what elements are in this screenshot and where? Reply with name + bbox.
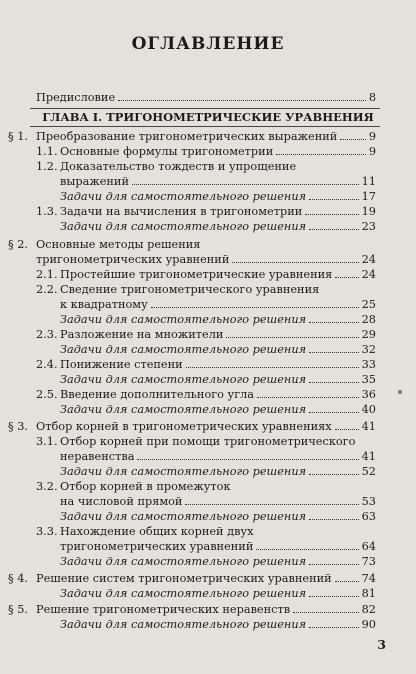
toc-line-3-3-cont[interactable] [60, 540, 376, 556]
leader-dots [226, 336, 358, 338]
leader-dots [309, 518, 359, 520]
toc-line-3-3[interactable] [36, 525, 376, 541]
leader-dots [309, 228, 359, 230]
toc-line-exercises[interactable] [60, 587, 376, 603]
toc-label: тригонометрических уравнений [36, 253, 230, 266]
toc-page: 52 [361, 465, 376, 478]
leader-dots [276, 153, 366, 155]
toc-label: Задачи для самостоятельного решения [60, 220, 307, 233]
toc-page: 9 [368, 130, 376, 143]
toc-number: § 2. [8, 238, 29, 251]
leader-dots [137, 458, 358, 460]
toc-page: 82 [361, 603, 376, 616]
toc-number: 2.2. [36, 283, 58, 296]
toc-line-exercises[interactable] [60, 618, 376, 634]
toc-label: Сведение тригонометрического уравнения [60, 283, 320, 296]
toc-number: 3.2. [36, 480, 58, 493]
toc-label: Отбор корней в тригонометрических уравнениях [36, 420, 332, 433]
leader-dots [309, 563, 359, 565]
toc-label: Задачи для самостоятельного решения [60, 465, 307, 478]
toc-page: 41 [361, 420, 376, 433]
toc-line-sec2[interactable] [8, 238, 376, 254]
toc-line-3-1-cont[interactable] [60, 450, 376, 466]
leader-dots [232, 261, 358, 263]
toc-label: тригонометрических уравнений [60, 540, 254, 553]
leader-dots [257, 396, 359, 398]
leader-dots [309, 473, 359, 475]
leader-dots [151, 306, 359, 308]
toc-label: Задачи для самостоятельного решения [60, 555, 307, 568]
leader-dots [340, 138, 366, 140]
toc-line-2-2[interactable] [36, 283, 376, 299]
toc-number: 2.3. [36, 328, 58, 341]
toc-page: 64 [361, 540, 376, 553]
leader-dots [309, 381, 359, 383]
toc-line-1-3[interactable] [36, 205, 376, 221]
toc-number: 1.1. [36, 145, 58, 158]
toc-line-sec4[interactable] [8, 572, 376, 588]
toc-line-3-1[interactable] [36, 435, 376, 451]
toc-page: 28 [361, 313, 376, 326]
toc-label: Задачи на вычисления в тригонометрии [60, 205, 303, 218]
toc-label: Нахождение общих корней двух [60, 525, 254, 538]
toc-line-preface[interactable] [36, 91, 376, 107]
toc-number: § 5. [8, 603, 29, 616]
toc-label: Понижение степени [60, 358, 183, 371]
toc-line-2-3[interactable] [36, 328, 376, 344]
toc-line-exercises[interactable] [60, 465, 376, 481]
divider-bottom [30, 126, 380, 127]
toc-number: 3.1. [36, 435, 58, 448]
toc-page: 25 [361, 298, 376, 311]
toc-page: 19 [361, 205, 376, 218]
page-number: 3 [377, 637, 386, 652]
toc-line-3-2-cont[interactable] [60, 495, 376, 511]
toc-line-1-2-cont[interactable] [60, 175, 376, 191]
toc-line-exercises[interactable] [60, 313, 376, 329]
toc-label: Предисловие [36, 91, 116, 104]
toc-label: Задачи для самостоятельного решения [60, 373, 307, 386]
toc-page: 74 [361, 572, 376, 585]
toc-line-3-2[interactable] [36, 480, 376, 496]
toc-label: Введение дополнительного угла [60, 388, 255, 401]
toc-number: § 3. [8, 420, 29, 433]
toc-label: Основные формулы тригонометрии [60, 145, 274, 158]
toc-label: Решение тригонометрических неравенств [36, 603, 291, 616]
leader-dots [309, 411, 359, 413]
leader-dots [293, 611, 359, 613]
toc-label: Простейшие тригонометрические уравнения [60, 268, 333, 281]
toc-label: Преобразование тригонометрических выражений [36, 130, 338, 143]
leader-dots [118, 99, 366, 101]
divider-top [30, 108, 380, 109]
toc-label: Доказательство тождеств и упрощение [60, 160, 297, 173]
toc-page: 17 [361, 190, 376, 203]
toc-number: 3.3. [36, 525, 58, 538]
toc-page: 29 [361, 328, 376, 341]
toc-page: 23 [361, 220, 376, 233]
toc-label: на числовой прямой [60, 495, 183, 508]
toc-page: 41 [361, 450, 376, 463]
toc-label: Отбор корней при помощи тригонометрического [60, 435, 356, 448]
toc-line-exercises[interactable] [60, 555, 376, 571]
leader-dots [132, 183, 359, 185]
toc-label: Отбор корней в промежуток [60, 480, 231, 493]
toc-number: 2.5. [36, 388, 58, 401]
toc-label: выражений [60, 175, 129, 188]
toc-label: Решение систем тригонометрических уравнений [36, 572, 332, 585]
page-title: ОГЛАВЛЕНИЕ [131, 34, 285, 54]
toc-page: 11 [361, 175, 376, 188]
leader-dots [335, 428, 359, 430]
toc-page: 9 [368, 145, 376, 158]
smudge-dot [398, 390, 402, 394]
leader-dots [256, 548, 358, 550]
toc-page: 53 [361, 495, 376, 508]
toc-number: § 4. [8, 572, 29, 585]
toc-line-exercises[interactable] [60, 373, 376, 389]
toc-number: 1.2. [36, 160, 58, 173]
leader-dots [305, 213, 358, 215]
toc-line-exercises[interactable] [60, 510, 376, 526]
toc-label: Задачи для самостоятельного решения [60, 587, 307, 600]
toc-line-1-2[interactable] [36, 160, 376, 176]
toc-line-exercises[interactable] [60, 403, 376, 419]
toc-line-2-5[interactable] [36, 388, 376, 404]
toc-line-2-1[interactable] [36, 268, 376, 284]
toc-label: Задачи для самостоятельного решения [60, 343, 307, 356]
toc-line-sec1[interactable] [8, 130, 376, 146]
toc-line-sec3[interactable] [8, 420, 376, 436]
toc-label: Задачи для самостоятельного решения [60, 618, 307, 631]
toc-page: 33 [361, 358, 376, 371]
toc-line-1-1[interactable] [36, 145, 376, 161]
leader-dots [186, 366, 359, 368]
toc-label: Задачи для самостоятельного решения [60, 403, 307, 416]
toc-label: Задачи для самостоятельного решения [60, 190, 307, 203]
leader-dots [185, 503, 358, 505]
leader-dots [309, 198, 359, 200]
toc-number: 2.4. [36, 358, 58, 371]
toc-page: 73 [361, 555, 376, 568]
leader-dots [309, 351, 359, 353]
chapter-heading: ГЛАВА I. ТРИГОНОМЕТРИЧЕСКИЕ УРАВНЕНИЯ [42, 110, 374, 124]
leader-dots [309, 595, 359, 597]
toc-line-exercises[interactable] [60, 220, 376, 236]
toc-page: 40 [361, 403, 376, 416]
toc-label: неравенства [60, 450, 135, 463]
toc-page: 35 [361, 373, 376, 386]
toc-number: 2.1. [36, 268, 58, 281]
toc-number: § 1. [8, 130, 29, 143]
leader-dots [309, 626, 359, 628]
toc-label: Основные методы решения [36, 238, 201, 251]
toc-line-sec5[interactable] [8, 603, 376, 619]
toc-line-sec2-cont[interactable] [36, 253, 376, 269]
leader-dots [335, 580, 359, 582]
toc-number: 1.3. [36, 205, 58, 218]
toc-label: Задачи для самостоятельного решения [60, 313, 307, 326]
toc-page: 81 [361, 587, 376, 600]
toc-page: 24 [361, 268, 376, 281]
toc-label: Задачи для самостоятельного решения [60, 510, 307, 523]
toc-label: Разложение на множители [60, 328, 224, 341]
toc-page: 90 [361, 618, 376, 631]
leader-dots [309, 321, 359, 323]
toc-line-2-2-cont[interactable] [60, 298, 376, 314]
toc-page: 8 [368, 91, 376, 104]
toc-label: к квадратному [60, 298, 148, 311]
toc-page: 32 [361, 343, 376, 356]
toc-page: 24 [361, 253, 376, 266]
toc-page: 36 [361, 388, 376, 401]
leader-dots [335, 276, 358, 278]
toc-page: 63 [361, 510, 376, 523]
toc-line-exercises[interactable] [60, 343, 376, 359]
toc-line-2-4[interactable] [36, 358, 376, 374]
toc-line-exercises[interactable] [60, 190, 376, 206]
